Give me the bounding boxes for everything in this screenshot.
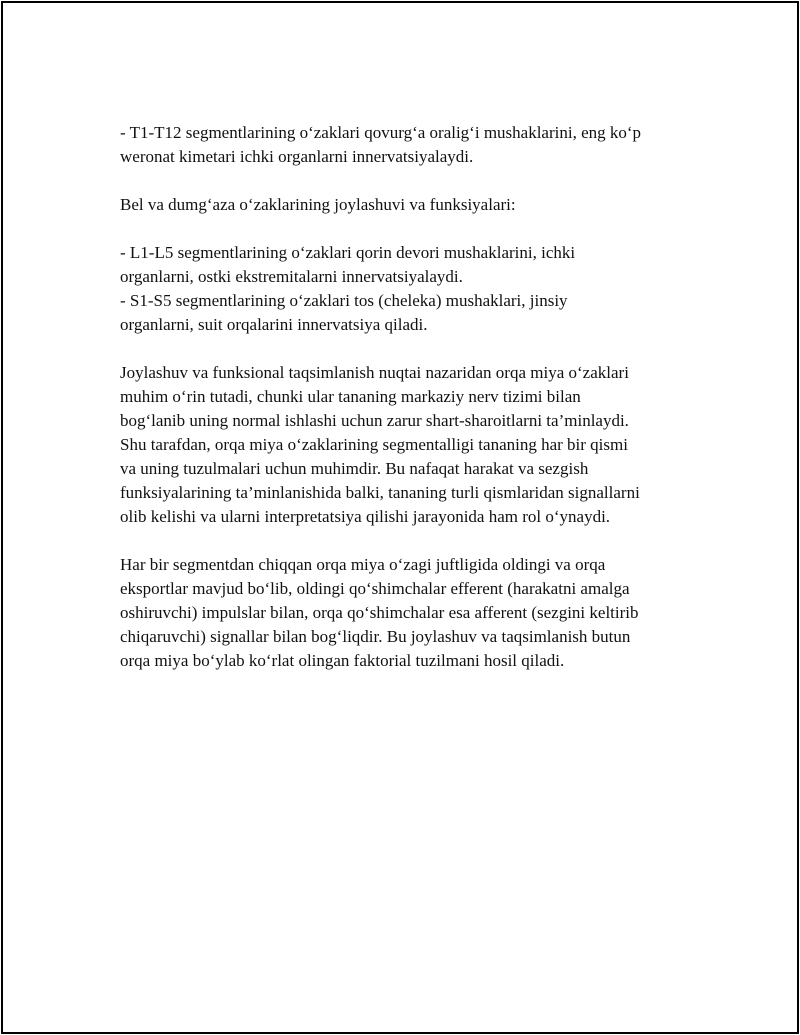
text-line: organlarni, suit orqalarini innervatsiya qiladi. [120,315,428,334]
text-line: weronat kimetari ichki organlarni innervatsiyalaydi. [120,147,474,166]
text-line: va uning tuzulmalari uchun muhimdir. Bu nafaqat harakat va sezgish [120,459,589,478]
paragraph-lumbar-sacral-list [120,241,740,337]
text-line: - L1-L5 segmentlarining o‘zaklari qorin devori mushaklarini, ichki [120,243,576,262]
text-line: - S1-S5 segmentlarining o‘zaklari tos (cheleka) mushaklari, jinsiy [120,291,568,310]
document-body [120,121,740,697]
page-frame [1,1,799,1034]
text-line: Joylashuv va funksional taqsimlanish nuqtai nazaridan orqa miya o‘zaklari [120,363,629,382]
text-line: bog‘lanib uning normal ishlashi uchun zarur shart-sharoitlarni ta’minlaydi. [120,411,629,430]
text-line: oshiruvchi) impulslar bilan, orqa qo‘shimchalar esa afferent (sezgini keltirib [120,603,639,622]
text-line: eksportlar mavjud bo‘lib, oldingi qo‘shimchalar efferent (harakatni amalga [120,579,630,598]
text-line: chiqaruvchi) signallar bilan bog‘liqdir. Bu joylashuv va taqsimlanish butun [120,627,631,646]
text-line: organlarni, ostki ekstremitalarni innervatsiyalaydi. [120,267,463,286]
text-line: olib kelishi va ularni interpretatsiya qilishi jarayonida ham rol o‘ynaydi. [120,507,611,526]
section-heading-lumbar-sacral [120,193,740,217]
text-line: Har bir segmentdan chiqqan orqa miya o‘zagi juftligida oldingi va orqa [120,555,606,574]
paragraph-thoracic-segments [120,121,740,169]
text-line: muhim o‘rin tutadi, chunki ular tananing markaziy nerv tizimi bilan [120,387,581,406]
text-line: Shu tarafdan, orqa miya o‘zaklarining segmentalligi tananing har bir qismi [120,435,628,454]
paragraph-functional-distribution [120,361,740,529]
text-line: - T1-T12 segmentlarining o‘zaklari qovurg‘a oralig‘i mushaklarini, eng ko‘p [120,123,642,142]
text-line: Bel va dumg‘aza o‘zaklarining joylashuvi va funksiyalari: [120,195,516,214]
paragraph-segment-roots [120,553,740,673]
text-line: funksiyalarining ta’minlanishida balki, tananing turli qismlaridan signallarni [120,483,640,502]
text-line: orqa miya bo‘ylab ko‘rlat olingan faktorial tuzilmani hosil qiladi. [120,651,565,670]
